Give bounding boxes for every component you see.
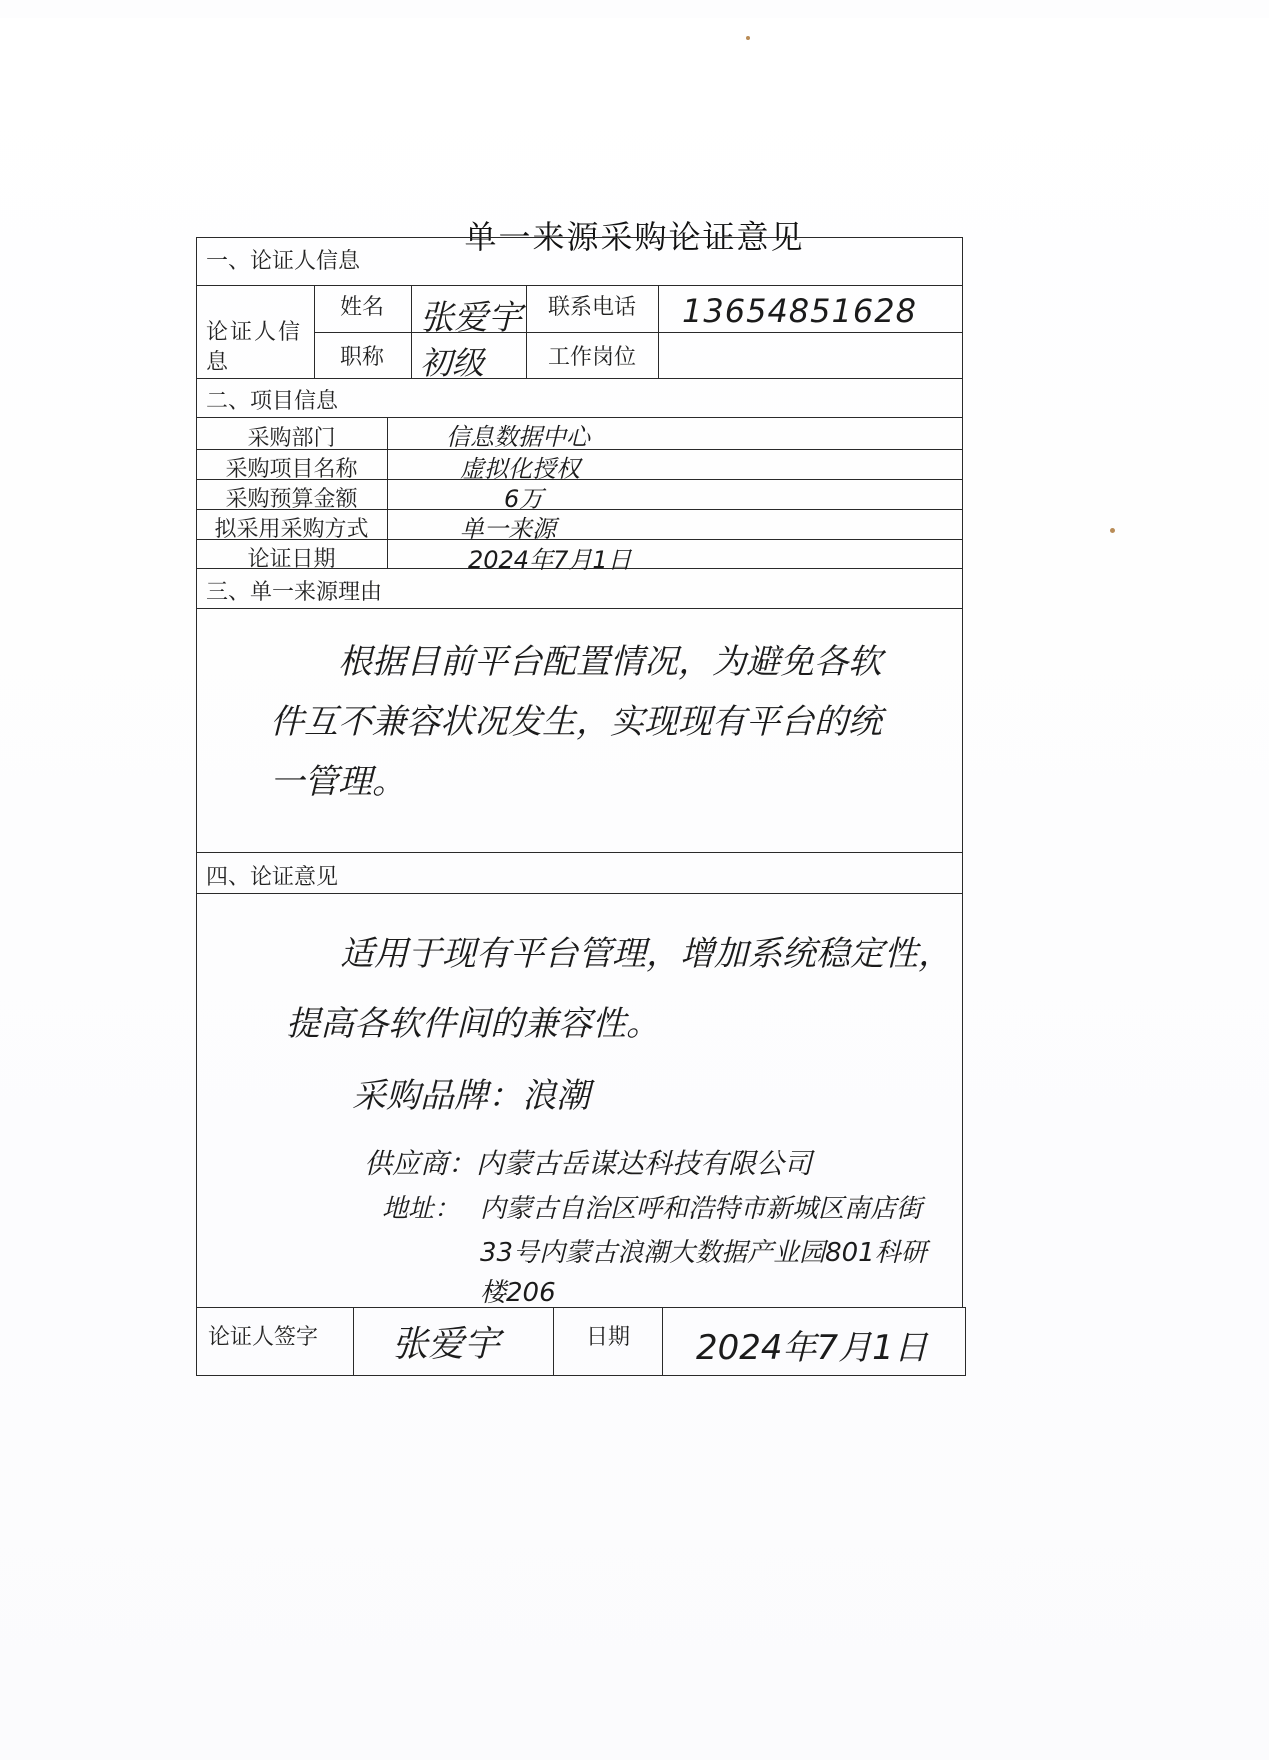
name-value: 张爱宇 xyxy=(420,298,522,338)
project-name-label: 采购项目名称 xyxy=(225,457,358,482)
address-line-3: 楼206 xyxy=(480,1278,556,1308)
rule xyxy=(196,1307,965,1308)
document-title: 单一来源采购论证意见 xyxy=(464,218,805,256)
opinion-line-1: 适用于现有平台管理，增加系统稳定性， xyxy=(340,934,952,974)
budget-label: 采购预算金额 xyxy=(225,487,358,512)
rule xyxy=(387,417,388,568)
signature-value: 张爱宇 xyxy=(392,1324,501,1365)
opinion-line-2: 提高各软件间的兼容性。 xyxy=(286,1004,660,1044)
address-line-2: 33号内蒙古浪潮大数据产业园801科研 xyxy=(480,1238,927,1268)
rule xyxy=(662,1307,663,1375)
brand-line: 采购品牌：浪潮 xyxy=(352,1076,590,1116)
section2-header: 二、项目信息 xyxy=(206,389,339,414)
rule xyxy=(526,285,527,378)
rule xyxy=(196,608,962,609)
table-left-border xyxy=(196,237,197,1376)
date-value: 2024年7月1日 xyxy=(696,1328,928,1368)
address-label: 地址： xyxy=(382,1194,461,1224)
table-bottom-border xyxy=(196,1375,965,1376)
post-label: 工作岗位 xyxy=(548,345,637,370)
rule xyxy=(658,285,659,378)
rule xyxy=(353,1307,354,1375)
date-label: 日期 xyxy=(586,1325,631,1350)
rule xyxy=(314,285,315,378)
method-value: 单一来源 xyxy=(460,515,556,543)
job-title-value: 初级 xyxy=(420,344,485,382)
rule xyxy=(196,285,962,286)
dept-value: 信息数据中心 xyxy=(446,423,590,451)
phone-label: 联系电话 xyxy=(548,295,637,320)
section4-header: 四、论证意见 xyxy=(206,865,339,890)
address-line-1: 内蒙古自治区呼和浩特市新城区南店街 xyxy=(480,1194,923,1224)
project-name-value: 虚拟化授权 xyxy=(460,455,580,483)
rule xyxy=(196,852,962,853)
supplier-line: 供应商：内蒙古岳谋达科技有限公司 xyxy=(364,1147,813,1180)
table-top-border xyxy=(196,237,962,238)
job-title-label: 职称 xyxy=(340,345,385,370)
name-label: 姓名 xyxy=(340,295,385,320)
scan-speck xyxy=(1110,528,1115,533)
phone-value: 13654851628 xyxy=(682,292,917,330)
signature-label: 论证人签字 xyxy=(208,1325,319,1350)
section3-header: 三、单一来源理由 xyxy=(206,580,383,605)
rule xyxy=(196,893,962,894)
table-right-border-footer xyxy=(965,1307,966,1376)
evaluator-info-label: 论证人信息 xyxy=(206,320,303,375)
single-source-reason-text: 根据目前平台配置情况，为避免各软件互不兼容状况发生，实现现有平台的统一管理。 xyxy=(270,642,882,802)
method-label: 拟采用采购方式 xyxy=(214,517,369,542)
review-date-value: 2024年7月1日 xyxy=(468,546,632,574)
section1-header: 一、论证人信息 xyxy=(206,249,361,274)
dept-label: 采购部门 xyxy=(247,426,336,451)
rule xyxy=(196,378,962,379)
review-date-label: 论证日期 xyxy=(247,547,336,572)
rule xyxy=(411,285,412,378)
rule xyxy=(553,1307,554,1375)
scan-speck xyxy=(746,36,750,40)
table-right-border xyxy=(962,237,963,1307)
budget-value: 6万 xyxy=(504,485,544,513)
